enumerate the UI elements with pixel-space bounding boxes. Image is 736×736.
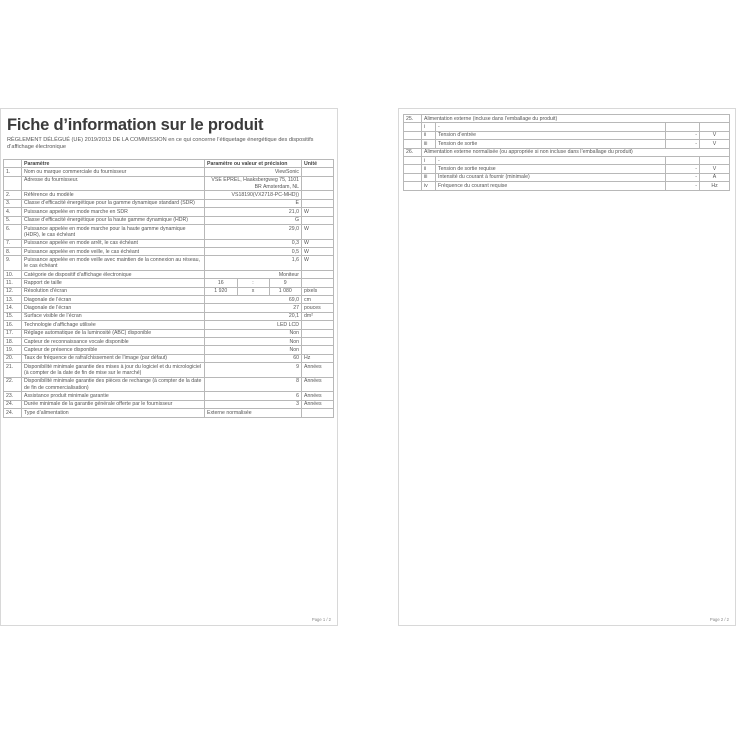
row-unit: W [302, 224, 334, 239]
row-unit [302, 270, 334, 278]
row-parameter: Classe d’efficacité énergétique pour la gamme dynamique standard (SDR) [22, 199, 205, 207]
row-subindex: ii [422, 165, 436, 173]
row-parameter: Puissance appelée en mode veille, le cas échéant [22, 247, 205, 255]
row-number: 2. [4, 191, 22, 199]
row-value: Non [205, 329, 302, 337]
section-heading: Alimentation externe normalisée (ou appropriée si non incluse dans l’emballage du produit) [422, 148, 730, 156]
row-value: - [666, 182, 700, 190]
table-row [4, 199, 334, 207]
row-number [404, 165, 422, 173]
row-unit [302, 409, 334, 417]
table-row [4, 176, 334, 191]
row-number: 19. [4, 346, 22, 354]
page-footer: Page 1 / 2 [311, 617, 331, 622]
row-parameter: Assistance produit minimale garantie [22, 392, 205, 400]
row-number: 22. [4, 377, 22, 392]
row-number: 24. [4, 409, 22, 417]
row-number [404, 131, 422, 139]
row-unit [302, 199, 334, 207]
header-number [4, 160, 22, 168]
page-subtitle: RÈGLEMENT DÉLÉGUÉ (UE) 2019/2013 DE LA COMMISSION en ce qui concerne l’étiquetage énergétique des dispositifs d’affichage électronique [7, 137, 314, 150]
header-value: Paramètre ou valeur et précision [205, 160, 302, 168]
table-row [4, 208, 334, 216]
table-row [4, 296, 334, 304]
page-title: Fiche d’information sur le produit [7, 116, 264, 134]
row-unit [302, 321, 334, 329]
row-parameter: Puissance appelée en mode marche pour la haute gamme dynamique (HDR), le cas échéant [22, 224, 205, 239]
row-unit: W [302, 239, 334, 247]
row-value: 21,0 [205, 208, 302, 216]
row-number [404, 182, 422, 190]
table-row [4, 216, 334, 224]
row-number: 15. [4, 312, 22, 320]
row-unit: A [700, 173, 730, 181]
row-number: 13. [4, 296, 22, 304]
table-row [4, 312, 334, 320]
row-value: 1,6 [205, 256, 302, 271]
row-parameter: Capteur de présence disponible [22, 346, 205, 354]
row-subindex: ii [422, 131, 436, 139]
row-unit [302, 346, 334, 354]
row-value: 27 [205, 304, 302, 312]
row-number [4, 176, 22, 191]
row-value [205, 287, 302, 295]
table-row [4, 354, 334, 362]
table-row [4, 168, 334, 176]
table-row [4, 377, 334, 392]
table-row [404, 131, 730, 139]
row-number [404, 123, 422, 131]
row-number: 21. [4, 363, 22, 378]
row-unit: Années [302, 377, 334, 392]
row-unit: Années [302, 400, 334, 408]
table-row [4, 270, 334, 278]
row-parameter: Disponibilité minimale garantie des mises à jour du logiciel et du micrologiciel (à compter de la date de fin de mise sur le marché) [22, 363, 205, 378]
value-part-1: 16 [205, 279, 237, 286]
row-parameter: Surface visible de l’écran [22, 312, 205, 320]
row-number: 3. [4, 199, 22, 207]
table-row [404, 123, 730, 131]
row-subindex: iv [422, 182, 436, 190]
row-value: ViewSonic [205, 168, 302, 176]
header-unit: Unité [302, 160, 334, 168]
table-row [404, 156, 730, 164]
row-value: G [205, 216, 302, 224]
row-unit: Hz [700, 182, 730, 190]
row-parameter: Rapport de taille [22, 279, 205, 287]
table-row [4, 338, 334, 346]
row-parameter: - [436, 156, 666, 164]
table-header-row [4, 160, 334, 168]
row-parameter: Type d’alimentation [22, 409, 205, 417]
row-value [666, 123, 700, 131]
row-unit: pixels [302, 287, 334, 295]
row-number: 14. [4, 304, 22, 312]
row-number: 9. [4, 256, 22, 271]
row-value: Non [205, 346, 302, 354]
row-unit: Hz [302, 354, 334, 362]
table-row [4, 346, 334, 354]
row-value: 3 [205, 400, 302, 408]
row-parameter: Nom ou marque commerciale du fournisseur [22, 168, 205, 176]
row-value: VSE EPREL, Haaksbergweg 75, 1101 BR Amsterdam, NL [205, 176, 302, 191]
row-subindex: iii [422, 173, 436, 181]
row-unit: W [302, 256, 334, 271]
row-number: 12. [4, 287, 22, 295]
table-row [4, 363, 334, 378]
row-number: 10. [4, 270, 22, 278]
row-number: 1. [4, 168, 22, 176]
row-parameter: Disponibilité minimale garantie des pièces de rechange (à compter de la date de fin de commercialisation) [22, 377, 205, 392]
table-row [4, 247, 334, 255]
row-unit [302, 279, 334, 287]
table-row [4, 409, 334, 417]
row-unit: Années [302, 392, 334, 400]
table-row [4, 224, 334, 239]
row-parameter: Durée minimale de la garantie générale offerte par le fournisseur [22, 400, 205, 408]
row-number: 18. [4, 338, 22, 346]
table-row [404, 173, 730, 181]
row-value: 69,0 [205, 296, 302, 304]
row-number: 11. [4, 279, 22, 287]
row-parameter: Diagonale de l’écran [22, 296, 205, 304]
table-row [4, 256, 334, 271]
row-parameter: Taux de fréquence de rafraîchissement de l’image (par défaut) [22, 354, 205, 362]
row-value: 0,3 [205, 239, 302, 247]
row-subindex: iii [422, 140, 436, 148]
page-footer: Page 2 / 2 [709, 617, 729, 622]
row-unit: W [302, 247, 334, 255]
row-value: 9 [205, 363, 302, 378]
row-value: - [666, 165, 700, 173]
row-number [404, 173, 422, 181]
row-unit [302, 191, 334, 199]
row-value: LED LCD [205, 321, 302, 329]
row-value: E [205, 199, 302, 207]
row-value: Externe normalisée [205, 409, 302, 417]
table-row [404, 148, 730, 156]
row-parameter: Tension de sortie requise [436, 165, 666, 173]
row-parameter: Puissance appelée en mode marche en SDR [22, 208, 205, 216]
row-subindex: i [422, 156, 436, 164]
table-row [4, 321, 334, 329]
row-unit: V [700, 131, 730, 139]
row-number: 20. [4, 354, 22, 362]
row-value: Moniteur [205, 270, 302, 278]
document-page-1 [0, 108, 338, 626]
row-number: 5. [4, 216, 22, 224]
row-parameter: Tension de sortie [436, 140, 666, 148]
row-value: 29,0 [205, 224, 302, 239]
row-unit: V [700, 165, 730, 173]
row-parameter: Technologie d’affichage utilisée [22, 321, 205, 329]
row-number [404, 140, 422, 148]
row-value: 6 [205, 392, 302, 400]
row-parameter: Classe d’efficacité énergétique pour la haute gamme dynamique (HDR) [22, 216, 205, 224]
row-parameter: Capteur de reconnaissance vocale disponible [22, 338, 205, 346]
row-unit [302, 338, 334, 346]
row-subindex: i [422, 123, 436, 131]
table-row [4, 392, 334, 400]
row-parameter: Référence du modèle [22, 191, 205, 199]
value-part-1: 1 920 [205, 288, 237, 295]
row-number: 8. [4, 247, 22, 255]
table-row [4, 279, 334, 287]
table-row [4, 191, 334, 199]
table-row [404, 165, 730, 173]
row-unit: pouces [302, 304, 334, 312]
row-unit: dm² [302, 312, 334, 320]
row-value: 0,5 [205, 247, 302, 255]
row-parameter: Résolution d’écran [22, 287, 205, 295]
table-row [404, 140, 730, 148]
row-unit [302, 168, 334, 176]
row-value: VS18190(VX2718-PC-MHD)) [205, 191, 302, 199]
row-value [205, 279, 302, 287]
table-row [404, 182, 730, 190]
row-number: 17. [4, 329, 22, 337]
row-unit [302, 176, 334, 191]
row-unit: V [700, 140, 730, 148]
row-number: 16. [4, 321, 22, 329]
row-number: 25. [404, 115, 422, 123]
row-number: 4. [4, 208, 22, 216]
section-heading: Alimentation externe (incluse dans l’emballage du produit) [422, 115, 730, 123]
document-page-2 [398, 108, 736, 626]
row-number: 6. [4, 224, 22, 239]
header-parameter: Paramètre [22, 160, 205, 168]
table-row [4, 239, 334, 247]
row-unit: W [302, 208, 334, 216]
row-value: - [666, 140, 700, 148]
table-row [4, 329, 334, 337]
value-separator: x [237, 288, 269, 295]
value-part-2: 9 [283, 279, 287, 286]
row-value [666, 156, 700, 164]
row-parameter: Réglage automatique de la luminosité (ABC) disponible [22, 329, 205, 337]
table-row [4, 400, 334, 408]
row-value: Non [205, 338, 302, 346]
row-number: 26. [404, 148, 422, 156]
row-value: 20,1 [205, 312, 302, 320]
row-parameter: Tension d’entrée [436, 131, 666, 139]
row-parameter: Diagonale de l’écran [22, 304, 205, 312]
row-parameter: Fréquence du courant requise [436, 182, 666, 190]
row-parameter: Catégorie de dispositif d’affichage électronique [22, 270, 205, 278]
row-unit [302, 216, 334, 224]
row-number: 23. [4, 392, 22, 400]
table-row [4, 287, 334, 295]
power-supply-table [403, 114, 730, 191]
row-parameter: Puissance appelée en mode arrêt, le cas échéant [22, 239, 205, 247]
row-value: 8 [205, 377, 302, 392]
row-unit: cm [302, 296, 334, 304]
table-row [4, 304, 334, 312]
row-unit: Années [302, 363, 334, 378]
product-info-table [3, 159, 334, 418]
row-parameter: - [436, 123, 666, 131]
row-unit [700, 123, 730, 131]
row-parameter: Puissance appelée en mode veille avec maintien de la connexion au réseau, le cas échéant [22, 256, 205, 271]
row-value: 60 [205, 354, 302, 362]
row-parameter: Intensité du courant à fournir (minimale) [436, 173, 666, 181]
row-value: - [666, 131, 700, 139]
row-number: 24. [4, 400, 22, 408]
value-separator: : [237, 279, 269, 286]
row-number [404, 156, 422, 164]
row-unit [700, 156, 730, 164]
value-part-2: 1 080 [278, 288, 292, 295]
table-row [404, 115, 730, 123]
row-value: - [666, 173, 700, 181]
row-number: 7. [4, 239, 22, 247]
row-parameter: Adresse du fournisseur. [22, 176, 205, 191]
row-unit [302, 329, 334, 337]
